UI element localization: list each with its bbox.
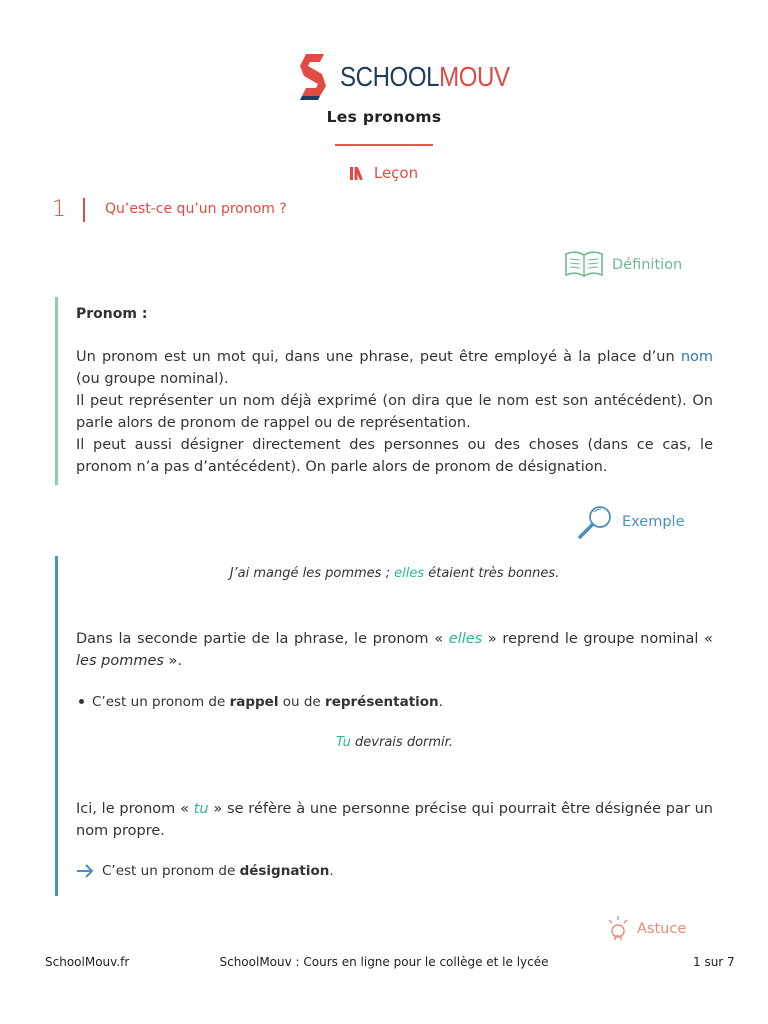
lightbulb-icon (607, 916, 629, 940)
lesson-label (0, 164, 768, 182)
footer-site: SchoolMouv.fr (45, 955, 130, 969)
lesson-label-text: Leçon (373, 164, 419, 182)
schoolmouv-logo (298, 52, 510, 104)
definition-paragraph: Il peut aussi désigner directement des personnes ou des choses (dans ce cas, le pronom n’a pas d’antécédent). On parle alors de pronom de désignation. (76, 437, 713, 475)
title-underline (335, 144, 433, 146)
open-book-icon (564, 250, 604, 280)
magnifier-icon (576, 504, 614, 540)
schoolmouv-s-icon (298, 52, 332, 102)
definition-tag (564, 250, 682, 280)
section-divider (83, 198, 85, 222)
logo-wordmark: SCHOOLMOUV (340, 61, 510, 92)
example-sentence: Tu devrais dormir. (336, 735, 453, 750)
books-icon (350, 166, 368, 180)
noun-group: les pommes (76, 653, 164, 669)
bullet-dot (79, 699, 84, 704)
arrow-right-icon (76, 864, 94, 878)
page-title: Les pronoms (326, 108, 442, 126)
definition-paragraph: Un pronom est un mot qui, dans une phrase, peut être employé à la place d’un nom (ou groupe nominal). (76, 349, 713, 387)
pronoun-highlight: elles (394, 566, 425, 581)
definition-tag-label: Définition (612, 257, 683, 273)
nom-link[interactable]: nom (680, 349, 713, 365)
example-bar (55, 556, 58, 896)
section-title: Qu’est-ce qu’un pronom ? (105, 201, 287, 217)
example-tag-label: Exemple (622, 514, 685, 530)
astuce-tag (607, 916, 703, 940)
definition-bar (55, 297, 58, 485)
definition-body (76, 346, 713, 478)
example-explanation: Ici, le pronom « tu » se réfère à une personne précise qui pourrait être désignée par un nom propre. (76, 801, 713, 839)
example-explanation: Dans la seconde partie de la phrase, le pronom « elles » reprend le groupe nominal « les pommes ». (76, 631, 713, 669)
pronoun-highlight: Tu (336, 735, 351, 750)
astuce-tag-label: Astuce (637, 921, 687, 937)
definition-heading: Pronom : (76, 306, 148, 322)
section-number: 1 (52, 197, 66, 222)
footer-tagline: SchoolMouv : Cours en ligne pour le collège et le lycée (219, 955, 549, 969)
pronoun-highlight: elles (448, 631, 483, 647)
definition-paragraph: Il peut représenter un nom déjà exprimé (on dira que le nom est son antécédent). On parle alors de pronom de rappel ou de représentation. (76, 393, 713, 431)
pronoun-highlight: tu (193, 801, 209, 817)
example-conclusion: C’est un pronom de désignation. (76, 863, 334, 879)
example-sentence: J’ai mangé les pommes ; elles étaient très bonnes. (229, 566, 560, 581)
footer-page-number: 1 sur 7 (693, 955, 735, 969)
example-bullet: C’est un pronom de rappel ou de représentation. (76, 694, 443, 710)
example-tag (576, 504, 685, 540)
